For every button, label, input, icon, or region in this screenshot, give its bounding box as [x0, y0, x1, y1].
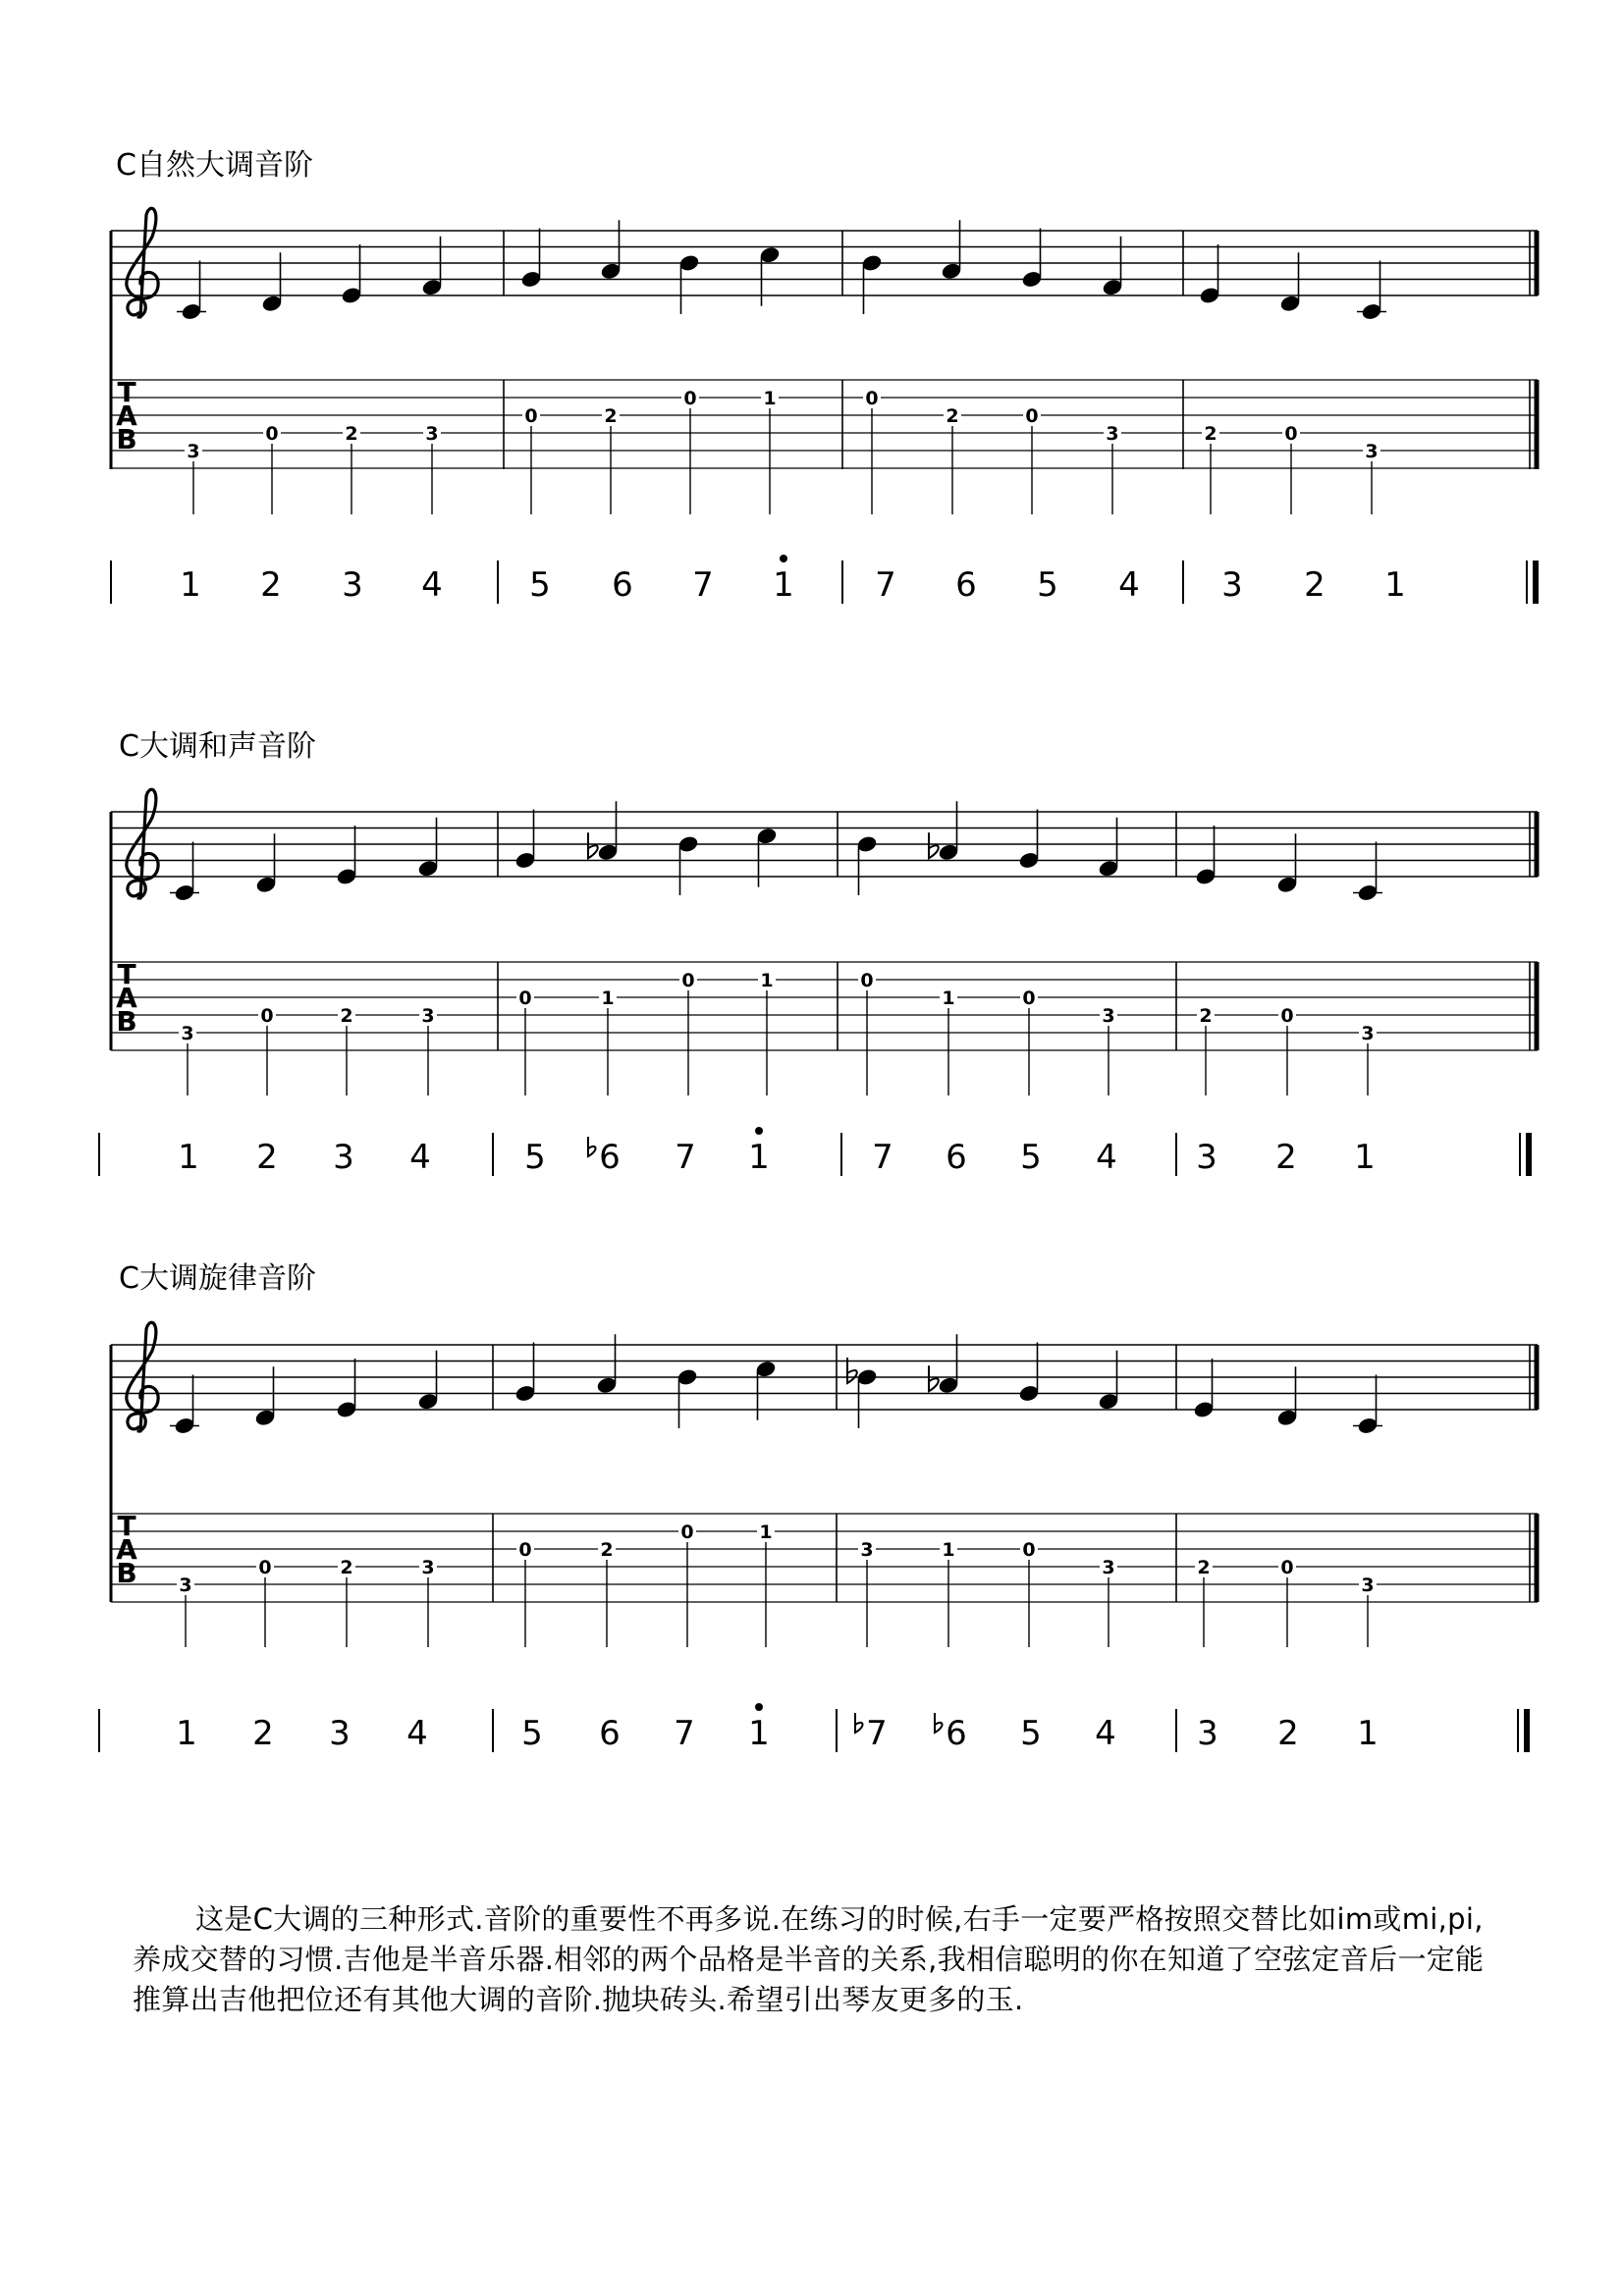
tab-note — [1359, 1575, 1377, 1647]
note — [421, 237, 444, 297]
note — [1018, 1343, 1041, 1404]
numbered-note — [1020, 1138, 1042, 1177]
note — [336, 826, 358, 886]
section-title: C自然大调音阶 — [116, 148, 313, 183]
scale-degree: 2 — [1304, 565, 1325, 605]
scale-degree: 6 — [599, 1714, 621, 1753]
fret-number: 0 — [524, 405, 538, 427]
note — [1102, 237, 1124, 297]
fret-number: 3 — [179, 1575, 192, 1596]
note — [170, 842, 199, 903]
standard-staff — [111, 208, 1538, 321]
scale-degree: 6 — [599, 1138, 621, 1177]
numbered-note — [329, 1714, 351, 1753]
numbered-note — [692, 565, 714, 605]
scale-degree: 3 — [333, 1138, 354, 1177]
fret-number: 3 — [187, 441, 200, 462]
tab-clef-letter: T — [117, 958, 136, 990]
note — [677, 834, 700, 895]
note — [520, 229, 543, 290]
flat-sign — [935, 1713, 943, 1733]
tab-staff — [111, 376, 1538, 514]
tab-note — [602, 405, 620, 514]
note — [861, 253, 884, 314]
tab-note — [185, 441, 202, 514]
numbered-note — [1277, 1714, 1299, 1753]
note — [417, 1351, 440, 1412]
fret-number: 0 — [1022, 1539, 1036, 1561]
fret-number: 1 — [759, 1522, 773, 1543]
fret-number: 0 — [865, 388, 879, 409]
scale-degree: 3 — [329, 1714, 351, 1753]
numbered-note — [529, 565, 551, 605]
scale-degree: 7 — [675, 1138, 696, 1177]
fret-number: 0 — [518, 1539, 532, 1561]
scale-degree: 2 — [260, 565, 282, 605]
standard-staff — [111, 789, 1538, 902]
fret-number: 3 — [181, 1023, 194, 1044]
description-paragraph: 这是C大调的三种形式.音阶的重要性不再多说.在练习的时候,右手一定要严格按照交替比如im或mi,pi,养成交替的习惯.吉他是半音乐器.相邻的两个品格是半音的关系,我相信聪明的你在知道了空弦定音后一定能推算出吉他把位还有其他大调的音阶.抛块砖头.希望引出琴友更多的玉. — [133, 1902, 1485, 2016]
fret-number: 2 — [1197, 1557, 1211, 1578]
note — [600, 220, 622, 281]
scale-degree: 3 — [1196, 1138, 1217, 1177]
numbered-note — [409, 1138, 431, 1177]
numbered-note — [180, 565, 201, 605]
scale-degree: 7 — [866, 1714, 888, 1753]
note — [678, 253, 701, 314]
fret-number: 2 — [604, 405, 618, 427]
scale-degree: 4 — [1096, 1138, 1117, 1177]
octave-dot — [780, 555, 787, 562]
fret-number: 0 — [1280, 1005, 1294, 1027]
note — [170, 1375, 199, 1436]
note — [1193, 1359, 1216, 1419]
tab-note — [598, 1539, 616, 1647]
numbered-note — [524, 1138, 546, 1177]
tab-note — [858, 1539, 876, 1647]
scale-section-3 — [99, 1261, 1538, 1753]
fret-number: 0 — [1022, 988, 1036, 1009]
numbered-note — [748, 1127, 770, 1177]
fret-number: 3 — [1102, 1005, 1115, 1027]
fret-number: 2 — [345, 423, 358, 445]
tab-clef-letter: B — [116, 1557, 137, 1589]
tab-staff — [111, 1510, 1538, 1647]
tab-note — [599, 988, 617, 1095]
tab-clef-letter: B — [116, 1005, 137, 1038]
tab-note — [940, 1539, 957, 1647]
scale-degree: 1 — [1357, 1714, 1379, 1753]
note — [755, 1360, 778, 1420]
tab-note — [516, 1539, 534, 1647]
scale-degree: 7 — [674, 1714, 695, 1753]
fret-number: 0 — [1025, 405, 1039, 427]
numbered-note — [612, 565, 633, 605]
note — [929, 801, 959, 862]
note — [254, 1366, 277, 1427]
tab-note — [1020, 1539, 1038, 1647]
fret-number: 3 — [425, 423, 439, 445]
tab-note — [940, 988, 957, 1095]
fret-number: 0 — [681, 970, 695, 991]
fret-number: 1 — [942, 1539, 955, 1561]
note — [588, 801, 619, 862]
note — [756, 827, 779, 887]
note — [514, 810, 537, 871]
numbered-note — [935, 1713, 967, 1753]
note — [341, 244, 363, 305]
tab-note — [177, 1575, 194, 1647]
tab-clef-letter: T — [117, 1510, 136, 1542]
numbered-note — [256, 1138, 278, 1177]
scale-degree: 6 — [955, 565, 977, 605]
scale-degree: 7 — [875, 565, 896, 605]
note — [929, 1334, 959, 1395]
note — [596, 1334, 619, 1395]
note — [1098, 1351, 1120, 1412]
standard-staff — [111, 1322, 1538, 1435]
scale-degree: 2 — [256, 1138, 278, 1177]
numbered-note — [521, 1714, 543, 1753]
numbered-note — [1118, 565, 1140, 605]
numbered-note — [1221, 565, 1243, 605]
fret-number: 0 — [683, 388, 697, 409]
fret-number: 0 — [260, 1005, 274, 1027]
scale-degree: 5 — [1020, 1714, 1042, 1753]
tab-note — [516, 988, 534, 1095]
tab-note — [522, 405, 540, 514]
note — [1276, 1366, 1299, 1427]
fret-number: 2 — [1204, 423, 1217, 445]
tab-note — [179, 1023, 196, 1095]
tab-clef-letter: A — [116, 982, 137, 1014]
tab-clef-letter: A — [116, 1533, 137, 1566]
tab-note — [1020, 988, 1038, 1095]
note — [1021, 229, 1044, 290]
numbered-note — [1357, 1714, 1379, 1753]
scale-degree: 2 — [1275, 1138, 1297, 1177]
scale-degree: 5 — [521, 1714, 543, 1753]
note — [1353, 842, 1382, 903]
numbered-note — [1020, 1714, 1042, 1753]
numbered-note — [342, 565, 363, 605]
scale-degree: 2 — [252, 1714, 274, 1753]
note — [261, 252, 284, 313]
scale-degree: 1 — [180, 565, 201, 605]
numbered-note — [855, 1713, 888, 1753]
scale-section-1 — [111, 148, 1538, 605]
fret-number: 3 — [860, 1539, 874, 1561]
numbered-note — [675, 1138, 696, 1177]
tab-clef-letter: T — [117, 376, 136, 408]
tab-clef-letter: A — [116, 400, 137, 432]
scale-degree: 1 — [176, 1714, 197, 1753]
fret-number: 3 — [421, 1557, 435, 1578]
fret-number: 0 — [518, 988, 532, 1009]
numbered-note — [588, 1137, 621, 1177]
numbered-note — [946, 1138, 967, 1177]
note — [1098, 818, 1120, 879]
scale-degree: 3 — [1197, 1714, 1218, 1753]
numbered-note — [955, 565, 977, 605]
note — [1195, 826, 1217, 886]
scale-degree: 5 — [529, 565, 551, 605]
tab-note — [1359, 1023, 1377, 1095]
scale-degree: 6 — [612, 565, 633, 605]
numbered-note — [1197, 1714, 1218, 1753]
tab-note — [944, 405, 961, 514]
scale-degree: 6 — [946, 1714, 967, 1753]
scale-degree: 4 — [406, 1714, 428, 1753]
scale-degree: 3 — [1221, 565, 1243, 605]
scale-degree: 3 — [342, 565, 363, 605]
note — [514, 1343, 537, 1404]
numbered-note — [599, 1714, 621, 1753]
fret-number: 0 — [680, 1522, 694, 1543]
fret-number: 2 — [600, 1539, 614, 1561]
note — [1199, 244, 1221, 305]
scale-degree: 5 — [1020, 1138, 1042, 1177]
numbered-note — [421, 565, 443, 605]
numbered-note — [1384, 565, 1406, 605]
scale-degree: 4 — [409, 1138, 431, 1177]
note — [177, 261, 206, 322]
note — [1276, 833, 1299, 894]
fret-number: 1 — [601, 988, 615, 1009]
numbered-note — [178, 1138, 199, 1177]
fret-number: 0 — [265, 423, 279, 445]
tab-staff — [111, 958, 1538, 1095]
scale-degree: 1 — [1384, 565, 1406, 605]
note — [255, 833, 278, 894]
scale-degree: 2 — [1277, 1714, 1299, 1753]
note — [417, 818, 440, 879]
scale-degree: 7 — [872, 1138, 893, 1177]
numbered-note — [406, 1714, 428, 1753]
fret-number: 3 — [1365, 441, 1379, 462]
fret-number: 2 — [340, 1557, 353, 1578]
flat-sign — [855, 1713, 863, 1733]
flat-sign — [588, 832, 598, 858]
fret-number: 0 — [1280, 1557, 1294, 1578]
flat-sign — [588, 1137, 596, 1156]
section-title: C大调和声音阶 — [119, 729, 316, 764]
scale-degree: 4 — [421, 565, 443, 605]
fret-number: 3 — [1106, 423, 1119, 445]
numbered-notation — [99, 1127, 1529, 1177]
note — [759, 245, 782, 306]
scale-degree: 1 — [773, 565, 794, 605]
numbered-notation — [99, 1703, 1527, 1753]
octave-dot — [755, 1127, 763, 1135]
note — [1018, 810, 1041, 871]
numbered-note — [748, 1703, 770, 1753]
fret-number: 1 — [763, 388, 777, 409]
note — [1357, 261, 1386, 322]
note — [1279, 252, 1302, 313]
fret-number: 3 — [1361, 1023, 1375, 1044]
tab-clef-letter: B — [116, 423, 137, 455]
numbered-note — [1275, 1138, 1297, 1177]
flat-sign — [929, 832, 939, 858]
numbered-note — [1196, 1138, 1217, 1177]
note — [336, 1359, 358, 1419]
note — [1353, 1375, 1382, 1436]
note — [676, 1367, 699, 1428]
numbered-note — [1037, 565, 1058, 605]
octave-dot — [755, 1703, 763, 1711]
fret-number: 2 — [340, 1005, 353, 1027]
note — [856, 834, 879, 895]
section-title: C大调旋律音阶 — [119, 1261, 316, 1296]
note — [941, 220, 963, 281]
fret-number: 3 — [421, 1005, 435, 1027]
scale-degree: 5 — [524, 1138, 546, 1177]
tab-note — [1363, 441, 1380, 514]
numbered-note — [1095, 1714, 1116, 1753]
tab-note — [1023, 405, 1041, 514]
scale-degree: 6 — [946, 1138, 967, 1177]
numbered-note — [176, 1714, 197, 1753]
scale-degree: 1 — [1354, 1138, 1376, 1177]
scale-degree: 1 — [178, 1138, 199, 1177]
fret-number: 1 — [942, 988, 955, 1009]
scale-degree: 1 — [748, 1714, 770, 1753]
numbered-note — [674, 1714, 695, 1753]
flat-sign — [929, 1365, 939, 1391]
scale-degree: 7 — [692, 565, 714, 605]
scale-section-2 — [99, 729, 1538, 1177]
numbered-note — [260, 565, 282, 605]
numbered-note — [1354, 1138, 1376, 1177]
numbered-note — [252, 1714, 274, 1753]
numbered-note — [1304, 565, 1325, 605]
fret-number: 0 — [860, 970, 874, 991]
scale-degree: 1 — [748, 1138, 770, 1177]
numbered-note — [872, 1138, 893, 1177]
scale-degree: 5 — [1037, 565, 1058, 605]
scale-degree: 4 — [1118, 565, 1140, 605]
scale-degree: 4 — [1095, 1714, 1116, 1753]
fret-number: 3 — [1361, 1575, 1375, 1596]
numbered-notation — [111, 555, 1536, 605]
numbered-note — [333, 1138, 354, 1177]
fret-number: 2 — [1199, 1005, 1213, 1027]
numbered-note — [1096, 1138, 1117, 1177]
numbered-note — [773, 555, 794, 605]
fret-number: 2 — [946, 405, 959, 427]
fret-number: 0 — [258, 1557, 272, 1578]
fret-number: 0 — [1284, 423, 1298, 445]
fret-number: 1 — [760, 970, 774, 991]
fret-number: 3 — [1102, 1557, 1115, 1578]
numbered-note — [875, 565, 896, 605]
